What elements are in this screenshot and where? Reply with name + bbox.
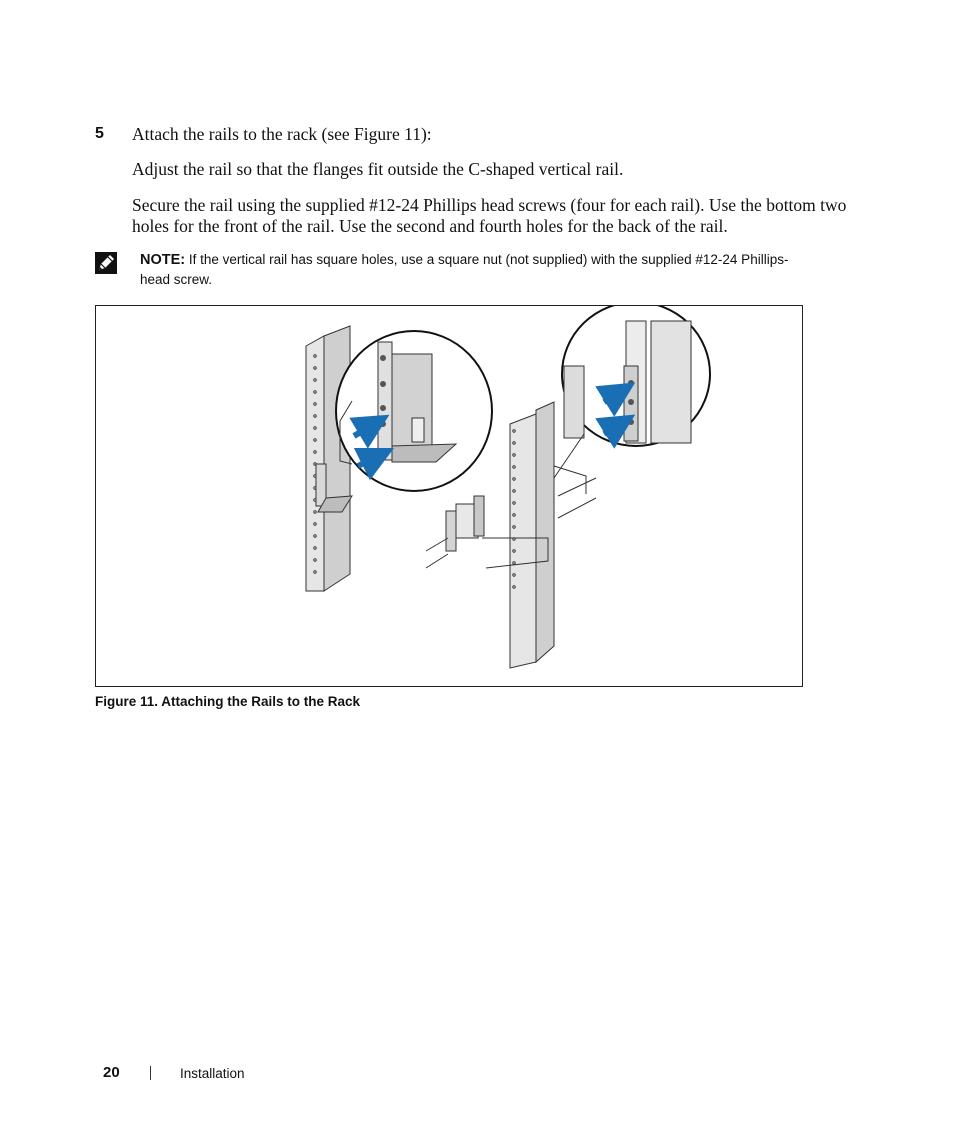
page-number: 20 [103, 1064, 120, 1081]
adjust-paragraph: Adjust the rail so that the flanges fit outside the C-shaped vertical rail. [132, 159, 624, 179]
figure-caption: Figure 11. Attaching the Rails to the Rack [95, 694, 361, 709]
figure-frame [95, 305, 803, 687]
rack-rail-illustration [96, 306, 802, 686]
note-text: If the vertical rail has square holes, use a square nut (not supplied) with the supplied #12-24 Phillips-head screw. [140, 252, 789, 287]
section-name: Installation [180, 1066, 245, 1081]
note-label: NOTE: [140, 252, 186, 268]
left-vertical-rail [306, 326, 352, 591]
footer-divider [150, 1066, 151, 1080]
left-detail-circle [336, 331, 492, 491]
secure-paragraph: Secure the rail using the supplied #12-24 Phillips head screws (four for each rail). Use the bottom two holes for the front of the rail. Use the second and fourth holes for the back of the rail. [132, 195, 847, 236]
note-pencil-icon [95, 252, 117, 274]
step-instruction: Attach the rails to the rack (see Figure 11): [132, 124, 432, 144]
step-number: 5 [95, 125, 104, 142]
right-detail-circle [554, 306, 710, 478]
right-vertical-rail [510, 402, 554, 668]
note-block [140, 250, 800, 289]
